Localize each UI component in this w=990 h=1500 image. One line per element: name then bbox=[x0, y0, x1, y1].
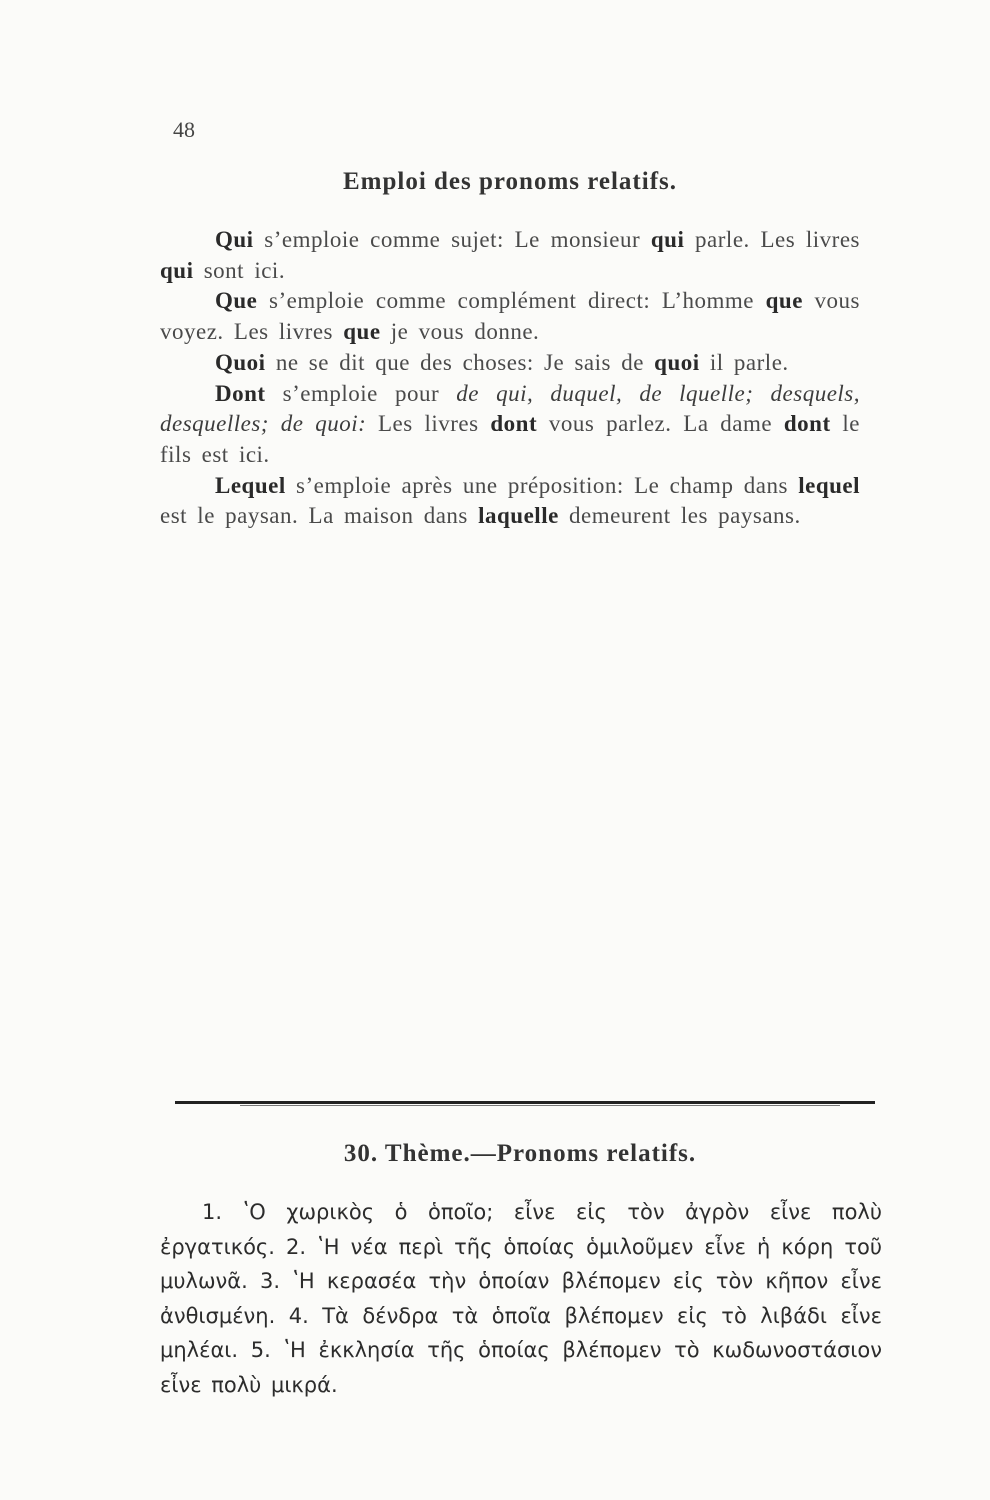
keyword: que bbox=[765, 288, 803, 314]
page-title: Emploi des pronoms relatifs. bbox=[342, 168, 678, 195]
divider-rule-thin bbox=[240, 1105, 840, 1106]
divider-rule bbox=[175, 1101, 875, 1104]
text-run: est le paysan. La maison dans bbox=[160, 503, 479, 529]
keyword: Lequel bbox=[215, 472, 286, 498]
text-run: Les livres bbox=[366, 411, 491, 437]
text-run: parle. Les livres bbox=[684, 227, 860, 252]
paragraph bbox=[160, 471, 860, 532]
keyword: Dont bbox=[215, 380, 266, 406]
body-text bbox=[160, 225, 860, 532]
keyword: laquelle bbox=[478, 503, 559, 529]
text-run: sont ici. bbox=[193, 257, 286, 283]
paragraph bbox=[160, 379, 860, 471]
keyword: quoi bbox=[654, 349, 700, 375]
keyword: que bbox=[343, 319, 381, 345]
paragraph bbox=[160, 348, 860, 379]
text-run: vous voyez. Les livres bbox=[160, 288, 860, 345]
keyword: dont bbox=[783, 411, 831, 437]
text-run: s’emploie après une préposition: Le champ dans bbox=[285, 472, 799, 498]
keyword: lequel bbox=[798, 472, 860, 498]
italic-text: de qui, duquel, de lquelle; desquels, desquelles; de quoi: bbox=[160, 380, 860, 437]
text-run: je vous donne. bbox=[380, 319, 540, 345]
keyword: qui bbox=[650, 227, 685, 252]
text-run: s’emploie comme complément direct: L’homme bbox=[257, 288, 766, 314]
theme-body bbox=[160, 1195, 882, 1402]
text-run: s’emploie pour bbox=[265, 380, 457, 406]
page-number: 48 bbox=[173, 117, 195, 142]
text-run: s’emploie comme sujet: Le monsieur bbox=[253, 227, 651, 252]
paragraph bbox=[160, 225, 860, 286]
text-run: ne se dit que des choses: Je sais de bbox=[265, 349, 655, 375]
keyword: Qui bbox=[215, 227, 254, 252]
theme-title: 30. Thème.—Pronoms relatifs. bbox=[343, 1140, 697, 1167]
text-run: vous parlez. La dame bbox=[537, 411, 784, 437]
paragraph bbox=[160, 286, 860, 347]
text-run: le fils est ici. bbox=[160, 411, 860, 467]
text-run: demeurent les paysans. bbox=[558, 503, 801, 529]
theme-paragraph: 1. ʽΟ χωρικὸς ὁ ὁποῖο; εἶνε εἰς τὸν ἀγρὸν εἶνε πολὺ ἐργατικός. 2. ʽΗ νέα περὶ τῆς ὁποίας ὁμιλοῦμεν εἶνε ἡ κόρη τοῦ μυλωνᾶ. 3. ʽΗ κερασέα τὴν ὁποίαν βλέπομεν εἰς τὸν κῆπον εἶνε ἀνθισμένη. 4. Τὰ δένδρα τὰ ὁποῖα βλέπομεν εἰς τὸ λιβάδι εἶνε μηλέαι. 5. ʽΗ ἐκκλησία τῆς ὁποίας βλέπομεν τὸ κωδωνοστάσιον εἶνε πολὺ μικρά. bbox=[160, 1200, 882, 1397]
keyword: Quoi bbox=[215, 349, 266, 375]
keyword: Que bbox=[215, 288, 258, 314]
keyword: dont bbox=[490, 411, 538, 437]
text-run: il parle. bbox=[699, 349, 789, 375]
keyword: qui bbox=[160, 257, 194, 283]
